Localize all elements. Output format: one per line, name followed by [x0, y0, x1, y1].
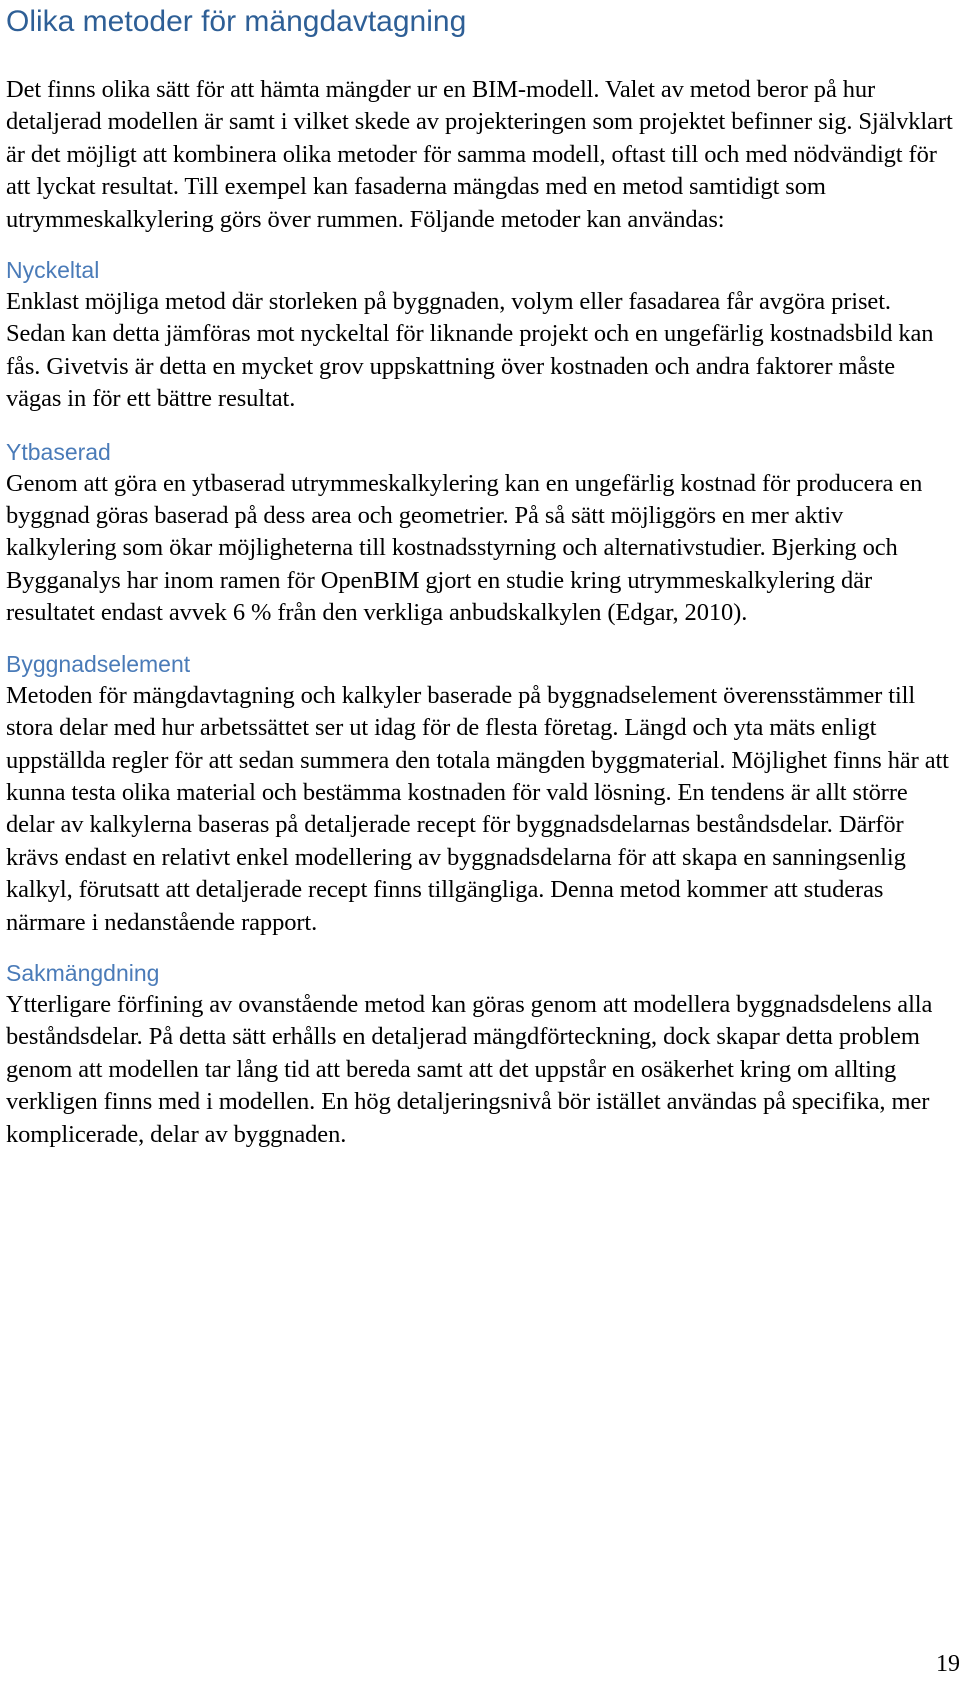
section-ytbaserad [6, 436, 956, 630]
document-page [6, 0, 956, 1151]
intro-section [6, 74, 956, 236]
section-heading-byggnadselement: Byggnadselement [6, 650, 191, 677]
section-nyckeltal [6, 254, 956, 416]
section-paragraph-byggnadselement: Metoden för mängdavtagning och kalkyler baserade på byggnadselement överensstämmer till stora delar med hur arbetssättet ser ut idag för de flesta företag. Längd och yta mäts enligt uppställda regler för att sedan summera den totala mängden byggmaterial. Möjlighet finns här att kunna testa olika material och bestämma kostnaden för vald lösning. En tendens är allt större delar av kalkylerna baseras på detaljerade recept för byggnadsdelarnas beståndsdelar. Därför krävs endast en relativt enkel modellering av byggnadsdelarna för att skapa en sanningsenlig kalkyl, förutsatt att detaljerade recept finns tillgängliga. Denna metod kommer att studeras närmare i nedanstående rapport. [6, 681, 949, 936]
section-sakmangdning [6, 957, 956, 1151]
page-number: 19 [936, 1651, 960, 1677]
intro-paragraph: Det finns olika sätt för att hämta mängder ur en BIM-modell. Valet av metod beror på hur detaljerad modellen är samt i vilket skede av projekteringen som projektet befinner sig. Självklart är det möjligt att kombinera olika metoder för samma modell, oftast till och med nödvändigt för att lyckat resultat. Till exempel kan fasaderna mängdas med en metod samtidigt som utrymmeskalkylering görs över rummen. Följande metoder kan användas: [6, 76, 953, 233]
section-heading-sakmangdning: Sakmängdning [6, 959, 160, 986]
page-title: Olika metoder för mängdavtagning [6, 5, 467, 38]
section-paragraph-nyckeltal: Enklast möjliga metod där storleken på byggnaden, volym eller fasadarea får avgöra priset. Sedan kan detta jämföras mot nyckeltal för liknande projekt och en ungefärlig kostnadsbild kan fås. Givetvis är detta en mycket grov uppskattning över kostnaden och andra faktorer måste vägas in för ett bättre resultat. [6, 288, 934, 413]
section-byggnadselement [6, 648, 956, 939]
section-heading-ytbaserad: Ytbaserad [6, 438, 111, 465]
section-paragraph-sakmangdning: Ytterligare förfining av ovanstående metod kan göras genom att modellera byggnadsdelens alla beståndsdelar. På detta sätt erhålls en detaljerad mängdförteckning, dock skapar detta problem genom att modellen tar lång tid att bereda samt att det uppstår en osäkerhet kring om allting verkligen finns med i modellen. En hög detaljeringsnivå bör istället användas på specifika, mer komplicerade, delar av byggnaden. [6, 990, 933, 1148]
section-heading-nyckeltal: Nyckeltal [6, 257, 100, 284]
section-paragraph-ytbaserad: Genom att göra en ytbaserad utrymmeskalkylering kan en ungefärlig kostnad för producera en byggnad göras baserad på dess area och geometrier. På så sätt möjliggörs en mer aktiv kalkylering som ökar möjligheterna till kostnadsstyrning och alternativstudier. Bjerking och Bygganalys har inom ramen för OpenBIM gjort en studie kring utrymmeskalkylering där resultatet endast avvek 6 % från den verkliga anbudskalkylen (Edgar, 2010). [6, 469, 923, 627]
